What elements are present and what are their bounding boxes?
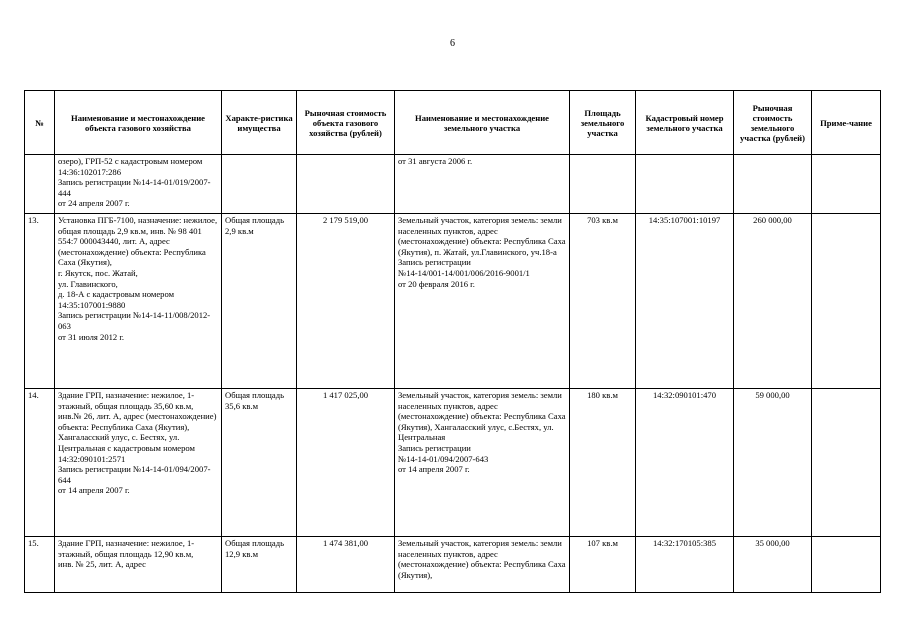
- table-row: [25, 537, 881, 593]
- cell-area: [570, 155, 636, 214]
- cell-gas-value: 1 474 381,00: [297, 537, 395, 593]
- cell-note: [812, 214, 881, 389]
- header-gas-object: Наименование и местонахождение объекта газового хозяйства: [55, 91, 222, 155]
- header-row: [25, 91, 881, 155]
- table-row: [25, 155, 881, 214]
- cell-note: [812, 389, 881, 537]
- header-cadastral: Кадастровый номер земельного участка: [636, 91, 734, 155]
- cell-characteristic: Общая площадь 2,9 кв.м: [222, 214, 297, 389]
- cell-cadastral: 14:32:090101:470: [636, 389, 734, 537]
- cell-cadastral: 14:32:170105:385: [636, 537, 734, 593]
- cell-land-object: от 31 августа 2006 г.: [395, 155, 570, 214]
- table-row: [25, 389, 881, 537]
- header-num: №: [25, 91, 55, 155]
- cell-characteristic: [222, 155, 297, 214]
- cell-characteristic: Общая площадь 35,6 кв.м: [222, 389, 297, 537]
- cell-cadastral: [636, 155, 734, 214]
- cell-note: [812, 155, 881, 214]
- cell-note: [812, 537, 881, 593]
- header-note: Приме-чание: [812, 91, 881, 155]
- cell-characteristic: Общая площадь 12,9 кв.м: [222, 537, 297, 593]
- cell-land-object: Земельный участок, категория земель: земли населенных пунктов, адрес (местонахождение) объекта: Республика Саха (Якутия), п. Жатай, ул.Главинского, уч.18-а Запись регистрации №14-14/001-14/001/006/2016-9001/1 от 20 февраля 2016 г.: [395, 214, 570, 389]
- header-land-object: Наименование и местонахождение земельного участка: [395, 91, 570, 155]
- cell-num: 13.: [25, 214, 55, 389]
- cell-land-value: 35 000,00: [734, 537, 812, 593]
- cell-gas-value: [297, 155, 395, 214]
- cell-gas-object: Здание ГРП, назначение: нежилое, 1-этажный, общая площадь 35,60 кв.м, инв.№ 26, лит. А, адрес (местонахождение) объекта: Республика Саха (Якутия), Хангаласский улус, с. Бестях, ул. Центральная с кадастровым номером 14:32:090101:2571 Запись регистрации №14-14-01/094/2007-644 от 14 апреля 2007 г.: [55, 389, 222, 537]
- cell-land-object: Земельный участок, категория земель: земли населенных пунктов, адрес (местонахождение) объекта: Республика Саха (Якутия), Хангаласский улус, с.Бестях, ул. Центральная Запись регистрации №14-14-01/094/2007-643 от 14 апреля 2007 г.: [395, 389, 570, 537]
- cell-land-object: Земельный участок, категория земель: земли населенных пунктов, адрес (местонахождение) объекта: Республика Саха (Якутия),: [395, 537, 570, 593]
- cell-land-value: 59 000,00: [734, 389, 812, 537]
- header-characteristic: Характе-ристика имущества: [222, 91, 297, 155]
- cell-gas-object: Установка ПГБ-7100, назначение: нежилое, общая площадь 2,9 кв.м, инв. № 98 401 554:7 000043440, лит. А, адрес (местонахождение) объекта: Республика Саха (Якутия), г. Якутск, пос. Жатай, ул. Главинского, д. 18-А с кадастровым номером 14:35:107001:9880 Запись регистрации №14-14-11/008/2012-063 от 31 июля 2012 г.: [55, 214, 222, 389]
- cell-cadastral: 14:35:107001:10197: [636, 214, 734, 389]
- cell-num: 14.: [25, 389, 55, 537]
- cell-area: 180 кв.м: [570, 389, 636, 537]
- property-table: [24, 90, 881, 593]
- cell-num: 15.: [25, 537, 55, 593]
- cell-num: [25, 155, 55, 214]
- cell-gas-value: 2 179 519,00: [297, 214, 395, 389]
- cell-gas-object: озеро), ГРП-52 с кадастровым номером 14:36:102017:286 Запись регистрации №14-14-01/019/2007-444 от 24 апреля 2007 г.: [55, 155, 222, 214]
- cell-area: 703 кв.м: [570, 214, 636, 389]
- header-area: Площадь земельного участка: [570, 91, 636, 155]
- cell-land-value: [734, 155, 812, 214]
- table-row: [25, 214, 881, 389]
- cell-gas-value: 1 417 025,00: [297, 389, 395, 537]
- cell-area: 107 кв.м: [570, 537, 636, 593]
- header-gas-value: Рыночная стоимость объекта газового хозяйства (рублей): [297, 91, 395, 155]
- cell-land-value: 260 000,00: [734, 214, 812, 389]
- cell-gas-object: Здание ГРП, назначение: нежилое, 1-этажный, общая площадь 12,90 кв.м, инв. № 25, лит. А, адрес: [55, 537, 222, 593]
- header-land-value: Рыночная стоимость земельного участка (рублей): [734, 91, 812, 155]
- page-number: 6: [450, 38, 455, 49]
